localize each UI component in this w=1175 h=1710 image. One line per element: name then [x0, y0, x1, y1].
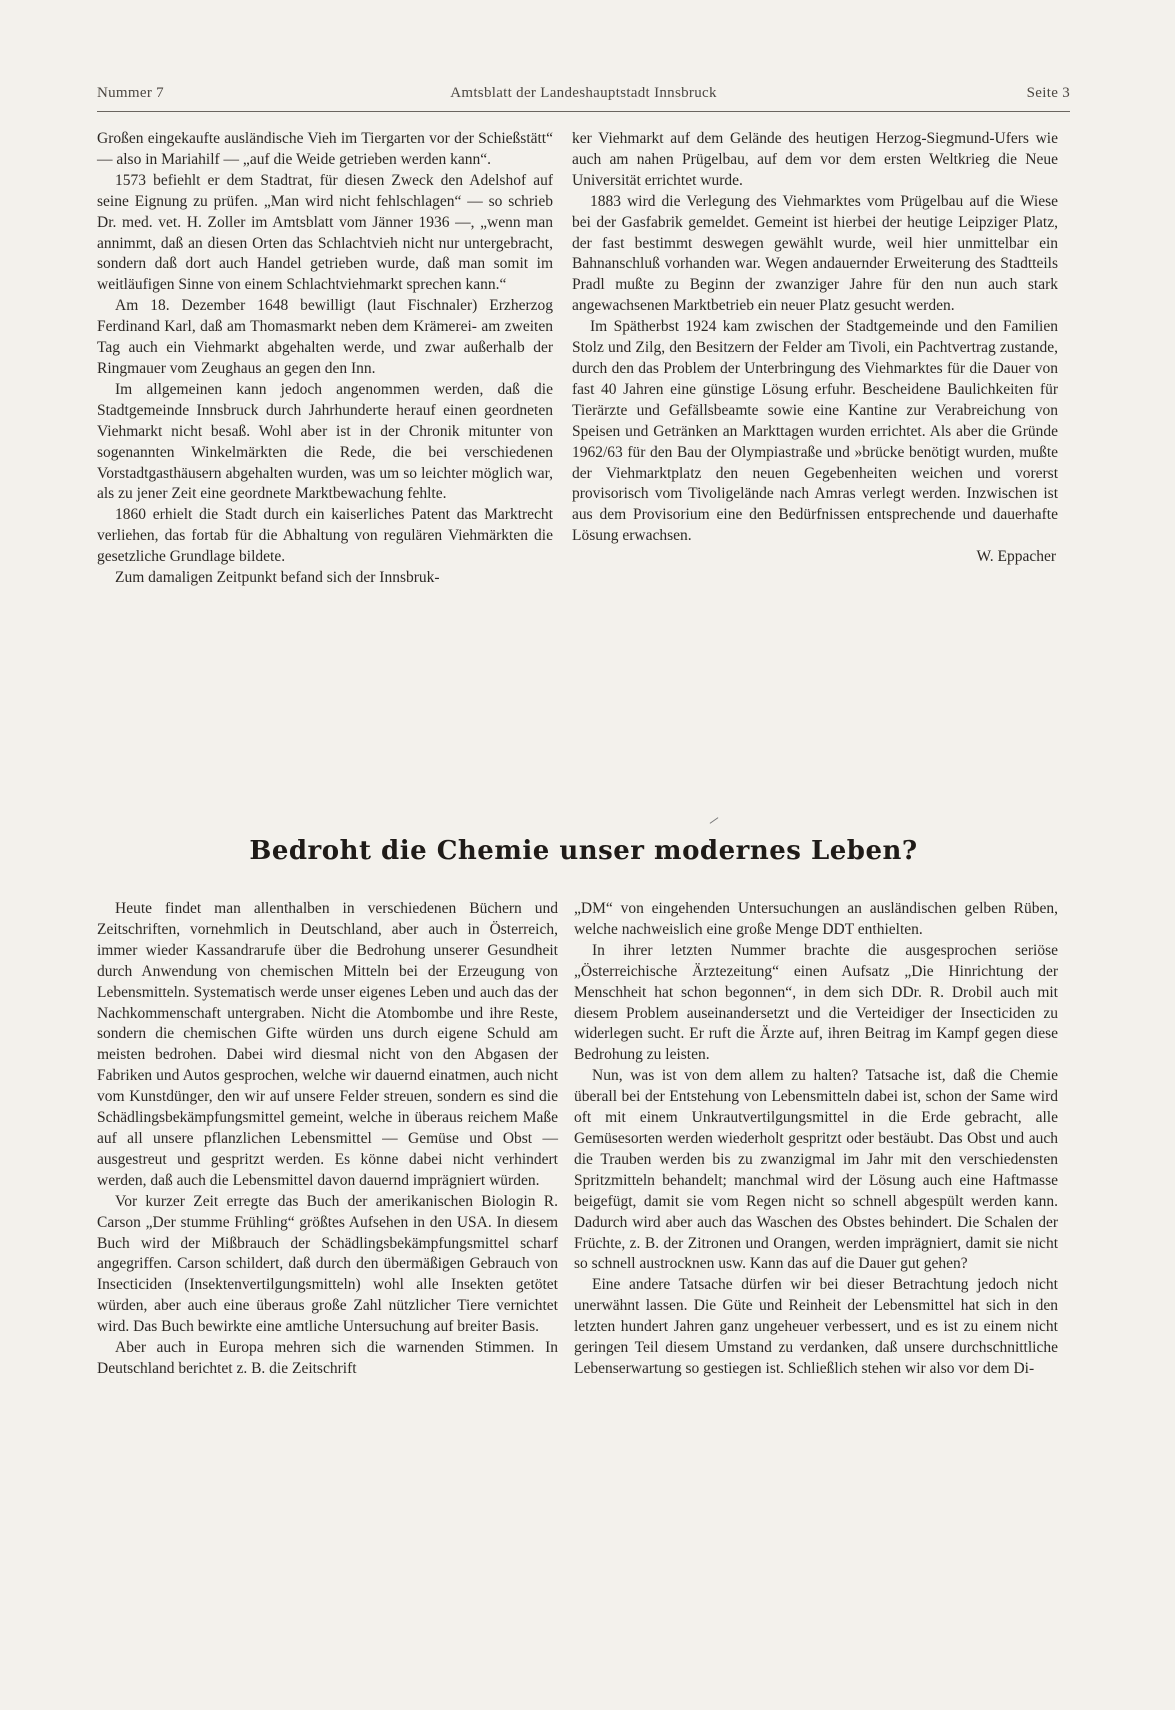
bottom-article-right-column [574, 899, 1058, 1599]
article-title: Bedroht die Chemie unser modernes Leben? [249, 836, 918, 866]
paragraph: ker Viehmarkt auf dem Gelände des heutigen Herzog-Siegmund-Ufers wie auch am nahen Prügelbau, auf dem vor dem ersten Weltkrieg die Neue Universität errichtet wurde. [572, 130, 1058, 189]
paragraph: Im allgemeinen kann jedoch angenommen werden, daß die Stadtgemeinde Innsbruck durch Jahrhunderte herauf einen geordneten Viehmarkt nicht besaß. Wohl aber ist in der Chronik mitunter von sogenannten Winkelmärkten die Rede, die bei verschiedenen Vorstadtgasthäusern abgehalten wurden, was um so leichter möglich war, als zu jener Zeit eine geordnete Marktbewachung fehlte. [97, 380, 553, 503]
paragraph: „DM“ von eingehenden Untersuchungen an ausländischen gelben Rüben, welche nachweislich eine große Menge DDT enthielten. [574, 900, 1058, 938]
paragraph: Am 18. Dezember 1648 bewilligt (laut Fischnaler) Erzherzog Ferdinand Karl, daß am Thomasmarkt neben dem Krämerei- am zweiten Tag auch ein Viehmarkt abgehalten werde, und zwar außerhalb der Ringmauer vom Zeughaus an gegen den Inn. [97, 297, 553, 377]
header-rule [97, 111, 1070, 112]
paragraph: Nun, was ist von dem allem zu halten? Tatsache ist, daß die Chemie überall bei der Entstehung von Lebensmitteln dabei ist, schon der Same wird oft mit einem Unkrautvertilgungsmittel in die Erde gebracht, alle Gemüsesorten werden wiederholt gespritzt oder bestäubt. Das Obst und auch die Trauben werden bis zu zwanzigmal im Jahr mit den verschiedensten Spritzmitteln behandelt; manchmal wird der Lösung auch eine Haftmasse beigefügt, damit sie vom Regen nicht so schnell abgespült werden kann. Dadurch wird aber auch das Waschen des Obstes behindert. Die Schalen der Früchte, z. B. der Zitronen und Orangen, werden imprägniert, damit sie nicht so schnell austrocknen usw. Kann das auf die Dauer gut gehen? [574, 1067, 1058, 1273]
bottom-article-left-column [97, 899, 558, 1599]
paragraph: Zum damaligen Zeitpunkt befand sich der Innsbruk- [115, 569, 440, 587]
paragraph: Im Spätherbst 1924 kam zwischen der Stadtgemeinde und den Familien Stolz und Zilg, den Besitzern der Felder am Tivoli, ein Pachtvertrag zustande, durch den das Problem der Unterbringung des Viehmarktes für die Dauer von fast 40 Jahren eine günstige Lösung erfuhr. Bescheidene Baulichkeiten für Tierärzte und Gefällsbeamte sowie eine Kantine zur Verabreichung von Speisen und Getränken an Markttagen wurden errichtet. Als aber die Gründe 1962/63 für den Bau der Olympiastraße und »brücke benötigt wurden, mußte der Viehmarktplatz den neuen Gegebenheiten weichen und vorerst provisorisch vom Tivoligelände nach Amras verlegt werden. Inzwischen ist aus dem Provisorium eine den Bedürfnissen entsprechende und dauerhafte Lösung erwachsen. [572, 318, 1058, 545]
page-number: Seite 3 [1026, 85, 1070, 101]
paragraph: Eine andere Tatsache dürfen wir bei dieser Betrachtung jedoch nicht unerwähnt lassen. Die Güte und Reinheit der Lebensmittel hat sich in den letzten hundert Jahren ganz ungeheuer verbessert, und es ist zu einem nicht geringen Teil diesem Umstand zu verdanken, daß unsere durchschnittliche Lebenserwartung so gestiegen ist. Schließlich stehen wir also vor dem Di- [574, 1276, 1058, 1377]
publication-title: Amtsblatt der Landeshauptstadt Innsbruck [450, 85, 717, 101]
paragraph: 1573 befiehlt er dem Stadtrat, für diesen Zweck den Adelshof auf seine Eignung zu prüfen. „Man wird nicht fehlschlagen“ — so schrieb Dr. med. vet. H. Zoller im Amtsblatt vom Jänner 1936 —, „wenn man annimmt, daß an diesen Orten das Schlachtvieh nicht nur untergebracht, sondern daß dort auch Handel getrieben wurde, daß man somit im weitläufigen Sinne von einem Schlachtviehmarkt sprechen kann.“ [97, 171, 553, 294]
paragraph: Aber auch in Europa mehren sich die warnenden Stimmen. In Deutschland berichtet z. B. die Zeitschrift [97, 1339, 558, 1377]
issue-number: Nummer 7 [97, 85, 164, 101]
author-signature: W. Eppacher [976, 548, 1056, 566]
paragraph: Heute findet man allenthalben in verschiedenen Büchern und Zeitschriften, vornehmlich in Deutschland, aber auch in Österreich, immer wieder Kassandrarufe über die Bedrohung unserer Gesundheit durch Anwendung von chemischen Mitteln bei der Erzeugung von Lebensmitteln. Systematisch werde unser eigenes Leben und auch das der Nachkommenschaft untergraben. Nicht die Atombombe und ihre Reste, sondern die chemischen Gifte würden uns durch eigene Schuld am meisten bedrohen. Dabei wird diesmal nicht von den Abgasen der Fabriken und Autos gesprochen, welche wir dauernd einatmen, auch nicht vom Kunstdünger, den wir auf unsere Felder streuen, sondern es sind die Schädlingsbekämpfungsmittel gemeint, welche in überaus reichem Maße auf all unsere pflanzlichen Lebensmittel — Gemüse und Obst — ausgestreut und gespritzt werden. Es könne dabei nicht verhindert werden, daß auch die Lebensmittel davon dauernd imprägniert würden. [97, 900, 558, 1189]
paragraph: 1883 wird die Verlegung des Viehmarktes vom Prügelbau auf die Wiese bei der Gasfabrik gemeldet. Gemeint ist hierbei der heutige Leipziger Platz, der fast bestimmt deswegen gewählt wurde, weil hier unmittelbar ein Bahnanschluß vorhanden war. Wegen andauernder Erweiterung des Stadtteils Pradl mußte zu Beginn der zwanziger Jahre für den nun auch stark angewachsenen Marktbetrieb ein neuer Platz gesucht werden. [572, 192, 1058, 315]
paragraph: Vor kurzer Zeit erregte das Buch der amerikanischen Biologin R. Carson „Der stumme Frühling“ größtes Aufsehen in den USA. In diesem Buch wird der Mißbrauch der Schädlingsbekämpfungsmittel scharf angegriffen. Carson schildert, daß durch den übermäßigen Gebrauch von Insecticiden (Insektenvertilgungsmitteln) wohl alle Insekten getötet würden, aber auch eine überaus große Zahl nützlicher Tiere vernichtet wird. Das Buch bewirkte eine amtliche Untersuchung auf breiter Basis. [97, 1192, 558, 1336]
page-header [97, 85, 1070, 111]
paragraph: In ihrer letzten Nummer brachte die ausgesprochen seriöse „Österreichische Ärztezeitung“ einen Aufsatz „Die Hinrichtung der Menschheit hat schon begonnen“, in dem sich DDr. R. Drobil auch mit diesem Problem auseinandersetzt und die Verteidiger der Insecticiden zu widerlegen sucht. Er ruft die Ärzte auf, ihren Beitrag im Kampf gegen diese Bedrohung zu leisten. [574, 941, 1058, 1064]
top-article-left-column [97, 129, 553, 779]
top-article-right-column [572, 129, 1058, 779]
paragraph: Großen eingekaufte ausländische Vieh im Tiergarten vor der Schießstätt“ — also in Mariahilf — „auf die Weide getrieben werden kann“. [97, 130, 553, 168]
paragraph: 1860 erhielt die Stadt durch ein kaiserliches Patent das Marktrecht verliehen, das fortab für die Abhaltung von regulären Viehmärkten die gesetzliche Grundlage bildete. [97, 506, 553, 566]
stray-mark [710, 817, 719, 824]
